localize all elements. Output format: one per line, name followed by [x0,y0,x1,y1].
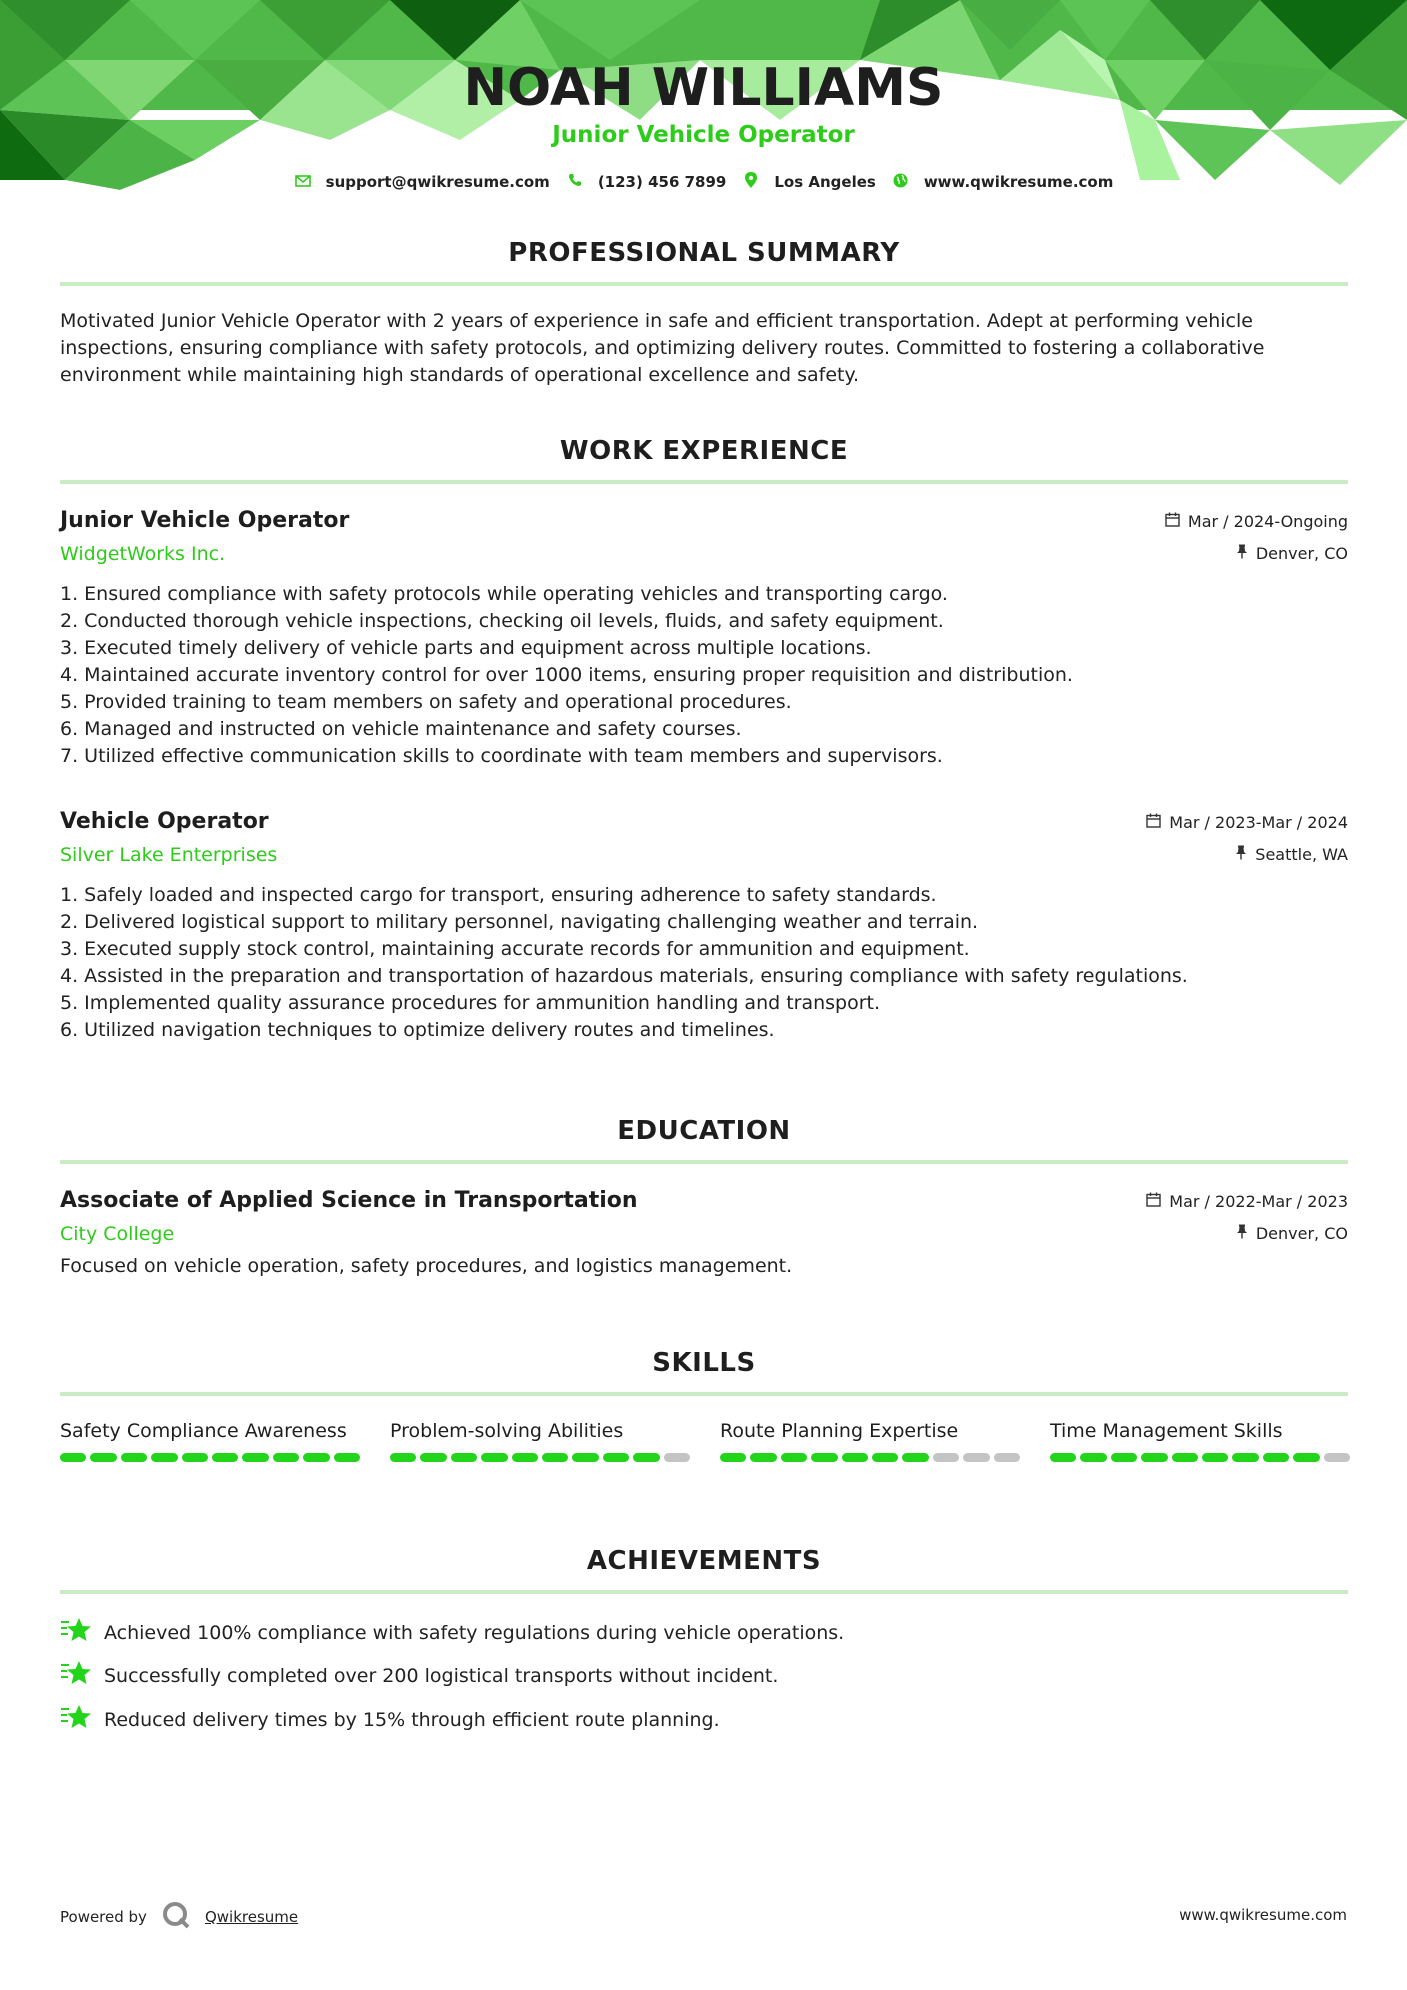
list-item: 3. Executed supply stock control, maintaining accurate records for ammunition and equipment. [60,938,970,960]
skill-segment-filled [872,1453,898,1462]
list-item: 2. Conducted thorough vehicle inspections, checking oil levels, fluids, and safety equipment. [60,610,944,632]
job-location [1235,845,1348,864]
skill-meter [60,1453,360,1462]
achievement-text: Achieved 100% compliance with safety regulations during vehicle operations. [104,1621,845,1644]
skill-segment-filled [1293,1453,1319,1462]
summary-line: environment while maintaining high standards of operational excellence and safety. [60,364,860,386]
star-award-icon [60,1616,92,1649]
contact-phone-text: (123) 456 7899 [597,173,727,191]
list-item: 6. Utilized navigation techniques to optimize delivery routes and timelines. [60,1019,775,1041]
globe-icon [892,173,910,192]
skill-segment-filled [842,1453,868,1462]
skill-segment-filled [750,1453,776,1462]
skill-segment-filled [1202,1453,1228,1462]
job-entry [60,508,1348,770]
job-location-text: Denver, CO [1255,544,1348,563]
school-name: City College [60,1223,175,1245]
skill-segment-filled [1232,1453,1258,1462]
skill-segment-filled [390,1453,416,1462]
job-title: Vehicle Operator [60,809,269,834]
contact-email-text: support@qwikresume.com [325,173,550,191]
summary-section [60,238,1348,389]
achievements-section [60,1546,1348,1594]
summary-line: inspections, ensuring compliance with safety protocols, and optimizing delivery routes. Committed to fostering a collaborative [60,337,1265,359]
skill-segment-empty [994,1453,1020,1462]
list-item: 3. Executed timely delivery of vehicle parts and equipment across multiple locations. [60,637,872,659]
contact-website[interactable] [892,172,1114,192]
skill-meter [1050,1453,1350,1462]
education-description: Focused on vehicle operation, safety procedures, and logistics management. [60,1255,793,1277]
qwikresume-logo-icon [161,1900,191,1934]
job-company: Silver Lake Enterprises [60,844,278,866]
education-entry [60,1188,1348,1280]
brand-link[interactable]: Qwikresume [204,1908,299,1926]
skill-segment-filled [90,1453,116,1462]
job-bullets [60,882,1348,1044]
star-award-icon [60,1703,92,1736]
list-item: 5. Implemented quality assurance procedures for ammunition handling and transport. [60,992,881,1014]
skill-segment-filled [1111,1453,1137,1462]
job-date-text: Mar / 2024-Ongoing [1187,512,1348,531]
map-pin-icon [742,172,760,192]
experience-title: WORK EXPERIENCE [559,436,849,466]
calendar-icon [1146,813,1161,832]
section-divider [60,1590,1348,1594]
achievement-item [60,1659,1348,1692]
experience-section [60,436,1348,484]
skill-segment-filled [182,1453,208,1462]
skill-segment-filled [512,1453,538,1462]
skills-title: SKILLS [652,1348,756,1378]
skills-section [60,1348,1348,1396]
skill-segment-filled [60,1453,86,1462]
section-divider [60,282,1348,286]
achievements-title: ACHIEVEMENTS [586,1546,822,1576]
contact-email[interactable] [294,172,550,192]
skill-name: Problem-solving Abilities [390,1420,624,1442]
powered-by-label: Powered by [60,1908,147,1926]
skills-grid [60,1418,1348,1462]
list-item: 7. Utilized effective communication skills to coordinate with team members and supervisors. [60,745,943,767]
footer-powered [60,1900,298,1934]
candidate-name: NOAH WILLIAMS [463,58,944,118]
skill-name: Time Management Skills [1050,1420,1283,1442]
pushpin-icon [1236,1224,1248,1243]
skill-name: Safety Compliance Awareness [60,1420,347,1442]
job-location [1236,544,1348,563]
skill-segment-filled [902,1453,928,1462]
education-date-text: Mar / 2022-Mar / 2023 [1169,1192,1348,1211]
skill-segment-filled [1172,1453,1198,1462]
contact-location-text: Los Angeles [774,173,876,191]
skill-item [1050,1418,1350,1462]
list-item: 4. Maintained accurate inventory control for over 1000 items, ensuring proper requisition and distribution. [60,664,1073,686]
section-divider [60,1392,1348,1396]
skill-segment-filled [1050,1453,1076,1462]
skill-segment-filled [334,1453,360,1462]
skill-segment-filled [1141,1453,1167,1462]
skill-segment-filled [572,1453,598,1462]
skill-item [390,1418,690,1462]
skill-segment-empty [664,1453,690,1462]
skill-meter [390,1453,690,1462]
calendar-icon [1165,512,1180,531]
achievement-text: Successfully completed over 200 logistical transports without incident. [104,1664,779,1687]
skill-segment-filled [451,1453,477,1462]
pushpin-icon [1235,845,1247,864]
skill-segment-filled [303,1453,329,1462]
skill-segment-filled [212,1453,238,1462]
contact-bar [0,172,1407,192]
list-item: 2. Delivered logistical support to military personnel, navigating challenging weather and terrain. [60,911,979,933]
pushpin-icon [1236,544,1248,563]
skill-segment-filled [542,1453,568,1462]
skill-segment-filled [1263,1453,1289,1462]
achievement-item [60,1703,1348,1736]
skill-segment-filled [242,1453,268,1462]
job-date [1165,512,1348,531]
education-date [1146,1192,1348,1211]
skill-segment-empty [933,1453,959,1462]
skill-segment-filled [720,1453,746,1462]
summary-text [60,308,1348,389]
education-location [1236,1224,1348,1243]
skill-segment-filled [1080,1453,1106,1462]
job-company: WidgetWorks Inc. [60,543,226,565]
skill-segment-filled [481,1453,507,1462]
skill-segment-filled [811,1453,837,1462]
job-date-text: Mar / 2023-Mar / 2024 [1169,813,1348,832]
summary-line: Motivated Junior Vehicle Operator with 2 years of experience in safe and efficient transportation. Adept at performing vehicle [60,310,1253,332]
contact-website-text: www.qwikresume.com [923,173,1114,191]
calendar-icon [1146,1192,1161,1211]
list-item: 1. Safely loaded and inspected cargo for transport, ensuring adherence to safety standards. [60,884,937,906]
skill-item [60,1418,360,1462]
contact-phone[interactable] [566,172,727,192]
skill-segment-filled [603,1453,629,1462]
list-item: 1. Ensured compliance with safety protocols while operating vehicles and transporting cargo. [60,583,948,605]
job-bullets [60,581,1348,770]
skill-item [720,1418,1020,1462]
skill-segment-filled [781,1453,807,1462]
contact-location [742,172,875,192]
job-title: Junior Vehicle Operator [60,508,350,533]
job-location-text: Seattle, WA [1255,845,1348,864]
list-item: 5. Provided training to team members on safety and operational procedures. [60,691,792,713]
skill-segment-filled [121,1453,147,1462]
skill-meter [720,1453,1020,1462]
section-divider [60,1160,1348,1164]
summary-title: PROFESSIONAL SUMMARY [508,238,900,268]
candidate-role: Junior Vehicle Operator [552,122,855,148]
job-entry [60,809,1348,1044]
education-location-text: Denver, CO [1255,1224,1348,1243]
section-divider [60,480,1348,484]
phone-icon [566,173,584,191]
envelope-icon [294,173,312,191]
education-title: EDUCATION [617,1116,791,1146]
skill-segment-empty [963,1453,989,1462]
achievement-item [60,1616,1348,1649]
list-item: 6. Managed and instructed on vehicle maintenance and safety courses. [60,718,742,740]
achievement-text: Reduced delivery times by 15% through efficient route planning. [104,1708,720,1731]
footer-website[interactable]: www.qwikresume.com [1179,1906,1347,1924]
list-item: 4. Assisted in the preparation and transportation of hazardous materials, ensuring compliance with safety regulations. [60,965,1188,987]
skill-name: Route Planning Expertise [720,1420,959,1442]
skill-segment-filled [420,1453,446,1462]
skill-segment-filled [633,1453,659,1462]
job-date [1146,813,1348,832]
skill-segment-filled [151,1453,177,1462]
education-section [60,1116,1348,1164]
skill-segment-empty [1324,1453,1350,1462]
skill-segment-filled [273,1453,299,1462]
degree-title: Associate of Applied Science in Transportation [60,1188,638,1213]
star-award-icon [60,1659,92,1692]
